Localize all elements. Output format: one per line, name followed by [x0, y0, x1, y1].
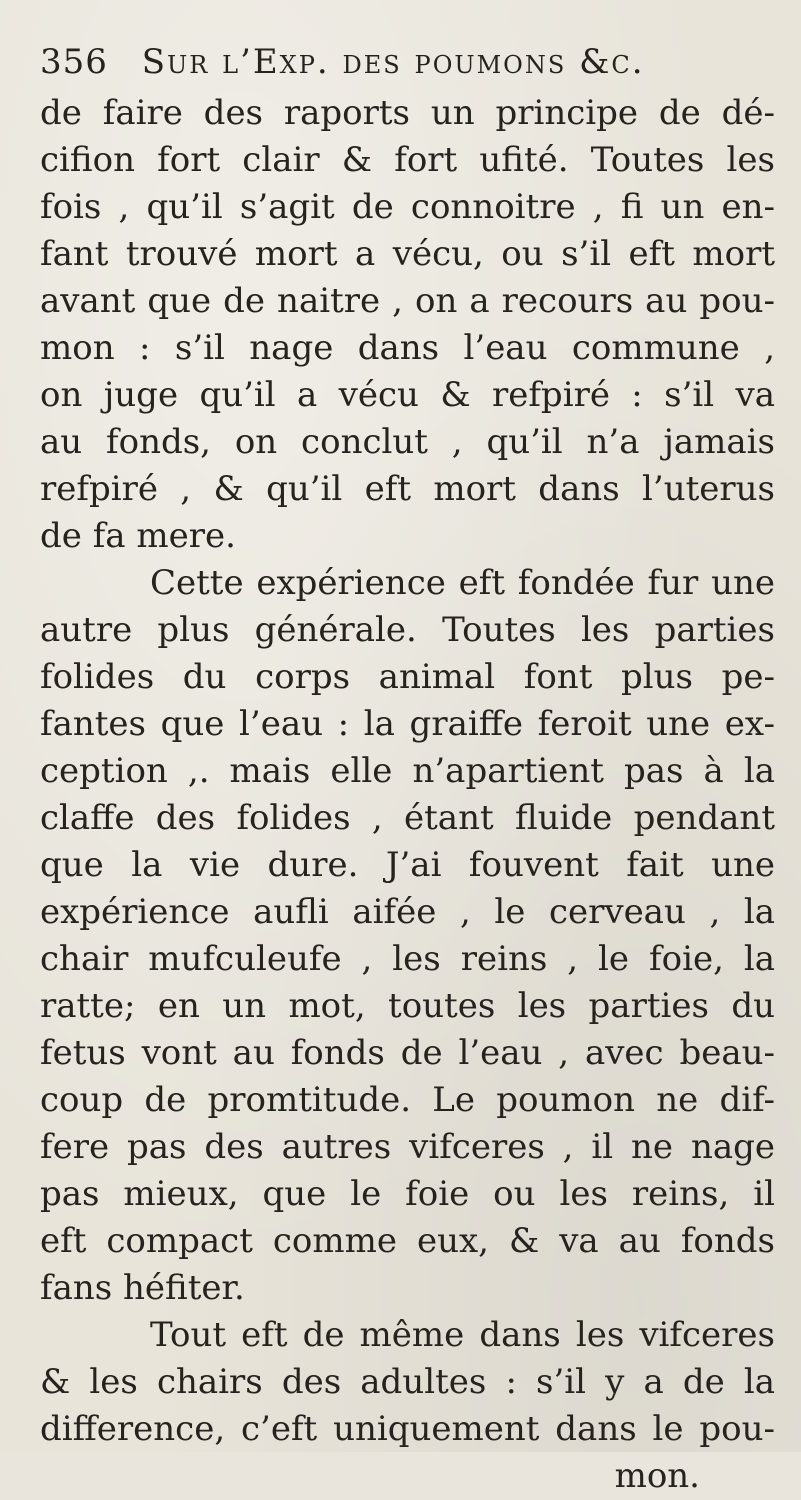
text-line: difference, c’eft uniquement dans le pou-: [40, 1409, 775, 1449]
text-line: au fonds, on conclut , qu’il n’a jamais: [40, 422, 775, 462]
text-line: ception ,. mais elle n’apartient pas à la: [40, 751, 775, 791]
text-line: cifion fort clair & fort ufité. Toutes les: [40, 140, 775, 180]
page-number: 356: [40, 42, 108, 82]
text-line: ratte; en un mot, toutes les parties du: [40, 986, 775, 1026]
text-line: fois , qu’il s’agit de connoitre , fi un en-: [40, 187, 775, 227]
text-line: refpiré , & qu’il eft mort dans l’uterus: [40, 469, 775, 509]
text-line: Cette expérience eft fondée fur une: [150, 563, 775, 603]
text-line: fant trouvé mort a vécu, ou s’il eft mort: [40, 234, 775, 274]
text-line: & les chairs des adultes : s’il y a de la: [40, 1362, 775, 1402]
text-line: pas mieux, que le foie ou les reins, il: [40, 1174, 775, 1214]
catchword: mon.: [614, 1456, 700, 1496]
text-line: eft compact comme eux, & va au fonds: [40, 1221, 775, 1261]
text-line: chair mufculeufe , les reins , le foie, la: [40, 939, 775, 979]
text-line: fans héfiter.: [40, 1268, 245, 1308]
text-line: claffe des folides , étant fluide pendant: [40, 798, 775, 838]
text-line: autre plus générale. Toutes les parties: [40, 610, 775, 650]
text-line: folides du corps animal font plus pe-: [40, 657, 775, 697]
text-line: que la vie dure. J’ai fouvent fait une: [40, 845, 775, 885]
text-line: fetus vont au fonds de l’eau , avec beau-: [40, 1033, 775, 1073]
text-line: Tout eft de même dans les vifceres: [150, 1315, 775, 1355]
text-line: coup de promtitude. Le poumon ne dif-: [40, 1080, 775, 1120]
text-line: fere pas des autres vifceres , il ne nage: [40, 1127, 775, 1167]
running-title: Sur l’Exp. des poumons &c.: [141, 42, 645, 82]
running-header: [40, 40, 780, 84]
text-line: de faire des raports un principe de dé-: [40, 93, 775, 133]
text-line: fantes que l’eau : la graiffe feroit une ex-: [40, 704, 775, 744]
text-line: de fa mere.: [40, 516, 236, 556]
page-body: [40, 90, 775, 1500]
text-line: avant que de naitre , on a recours au pou-: [40, 281, 775, 321]
text-line: on juge qu’il a vécu & refpiré : s’il va: [40, 375, 775, 415]
text-line: mon : s’il nage dans l’eau commune ,: [40, 328, 775, 368]
text-line: expérience aufli aifée , le cerveau , la: [40, 892, 775, 932]
